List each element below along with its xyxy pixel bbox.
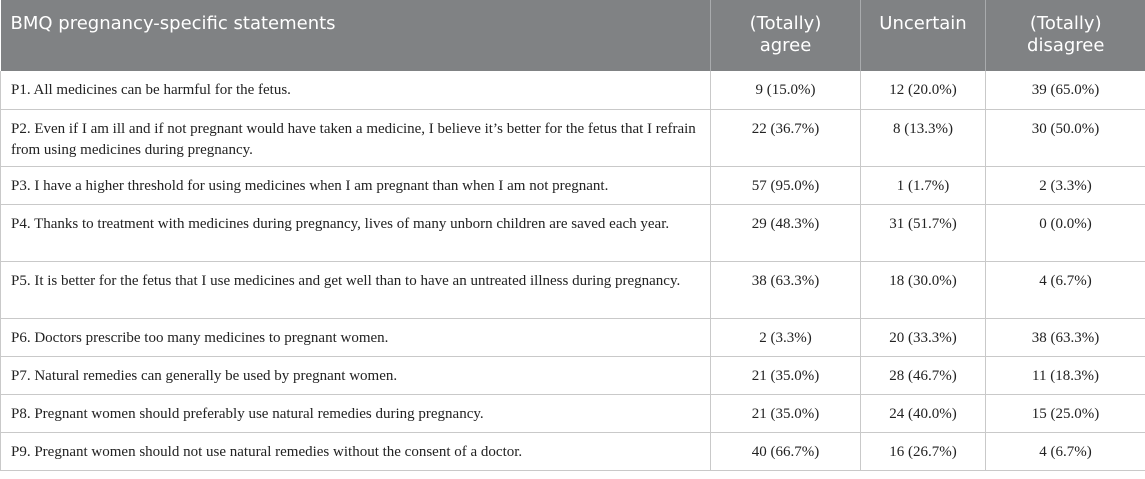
table-row	[1, 109, 1145, 166]
statement-cell: P2. Even if I am ill and if not pregnant would have taken a medicine, I believe it’s better for the fetus that I refrain from using medicines during pregnancy.	[1, 109, 711, 166]
agree-cell: 29 (48.3%)	[711, 204, 861, 261]
header-statement: BMQ pregnancy-specific statements	[10, 13, 336, 34]
header-row	[1, 0, 1145, 71]
agree-cell: 38 (63.3%)	[711, 261, 861, 318]
uncertain-cell: 8 (13.3%)	[861, 109, 986, 166]
disagree-cell: 2 (3.3%)	[986, 166, 1145, 204]
disagree-cell: 39 (65.0%)	[986, 71, 1145, 109]
agree-cell: 2 (3.3%)	[711, 318, 861, 356]
agree-cell: 40 (66.7%)	[711, 432, 861, 470]
disagree-cell: 4 (6.7%)	[986, 432, 1145, 470]
agree-cell: 9 (15.0%)	[711, 71, 861, 109]
disagree-cell: 38 (63.3%)	[986, 318, 1145, 356]
table-row	[1, 204, 1145, 261]
uncertain-cell: 1 (1.7%)	[861, 166, 986, 204]
table-row	[1, 432, 1145, 470]
disagree-cell: 15 (25.0%)	[986, 394, 1145, 432]
uncertain-cell: 24 (40.0%)	[861, 394, 986, 432]
statement-cell: P7. Natural remedies can generally be used by pregnant women.	[1, 356, 711, 394]
statement-cell: P3. I have a higher threshold for using medicines when I am pregnant than when I am not pregnant.	[1, 166, 711, 204]
uncertain-cell: 12 (20.0%)	[861, 71, 986, 109]
statement-cell: P9. Pregnant women should not use natural remedies without the consent of a doctor.	[1, 432, 711, 470]
table-row	[1, 394, 1145, 432]
statement-cell: P8. Pregnant women should preferably use natural remedies during pregnancy.	[1, 394, 711, 432]
table-header	[1, 0, 1145, 71]
agree-cell: 21 (35.0%)	[711, 356, 861, 394]
uncertain-cell: 16 (26.7%)	[861, 432, 986, 470]
statement-cell: P1. All medicines can be harmful for the fetus.	[1, 71, 711, 109]
agree-cell: 21 (35.0%)	[711, 394, 861, 432]
table-row	[1, 166, 1145, 204]
statement-cell: P5. It is better for the fetus that I use medicines and get well than to have an untreated illness during pregnancy.	[1, 261, 711, 318]
table-row	[1, 356, 1145, 394]
header-agree: (Totally) agree	[711, 0, 861, 71]
statement-cell: P4. Thanks to treatment with medicines during pregnancy, lives of many unborn children are saved each year.	[1, 204, 711, 261]
table-row	[1, 318, 1145, 356]
uncertain-cell: 31 (51.7%)	[861, 204, 986, 261]
statement-cell: P6. Doctors prescribe too many medicines to pregnant women.	[1, 318, 711, 356]
table-row	[1, 261, 1145, 318]
header-disagree: (Totally) disagree	[986, 0, 1145, 71]
table-row	[1, 71, 1145, 109]
agree-cell: 22 (36.7%)	[711, 109, 861, 166]
disagree-cell: 11 (18.3%)	[986, 356, 1145, 394]
uncertain-cell: 18 (30.0%)	[861, 261, 986, 318]
disagree-cell: 0 (0.0%)	[986, 204, 1145, 261]
uncertain-cell: 20 (33.3%)	[861, 318, 986, 356]
header-uncertain: Uncertain	[861, 0, 986, 71]
disagree-cell: 30 (50.0%)	[986, 109, 1145, 166]
disagree-cell: 4 (6.7%)	[986, 261, 1145, 318]
agree-cell: 57 (95.0%)	[711, 166, 861, 204]
table-body	[1, 71, 1145, 470]
uncertain-cell: 28 (46.7%)	[861, 356, 986, 394]
